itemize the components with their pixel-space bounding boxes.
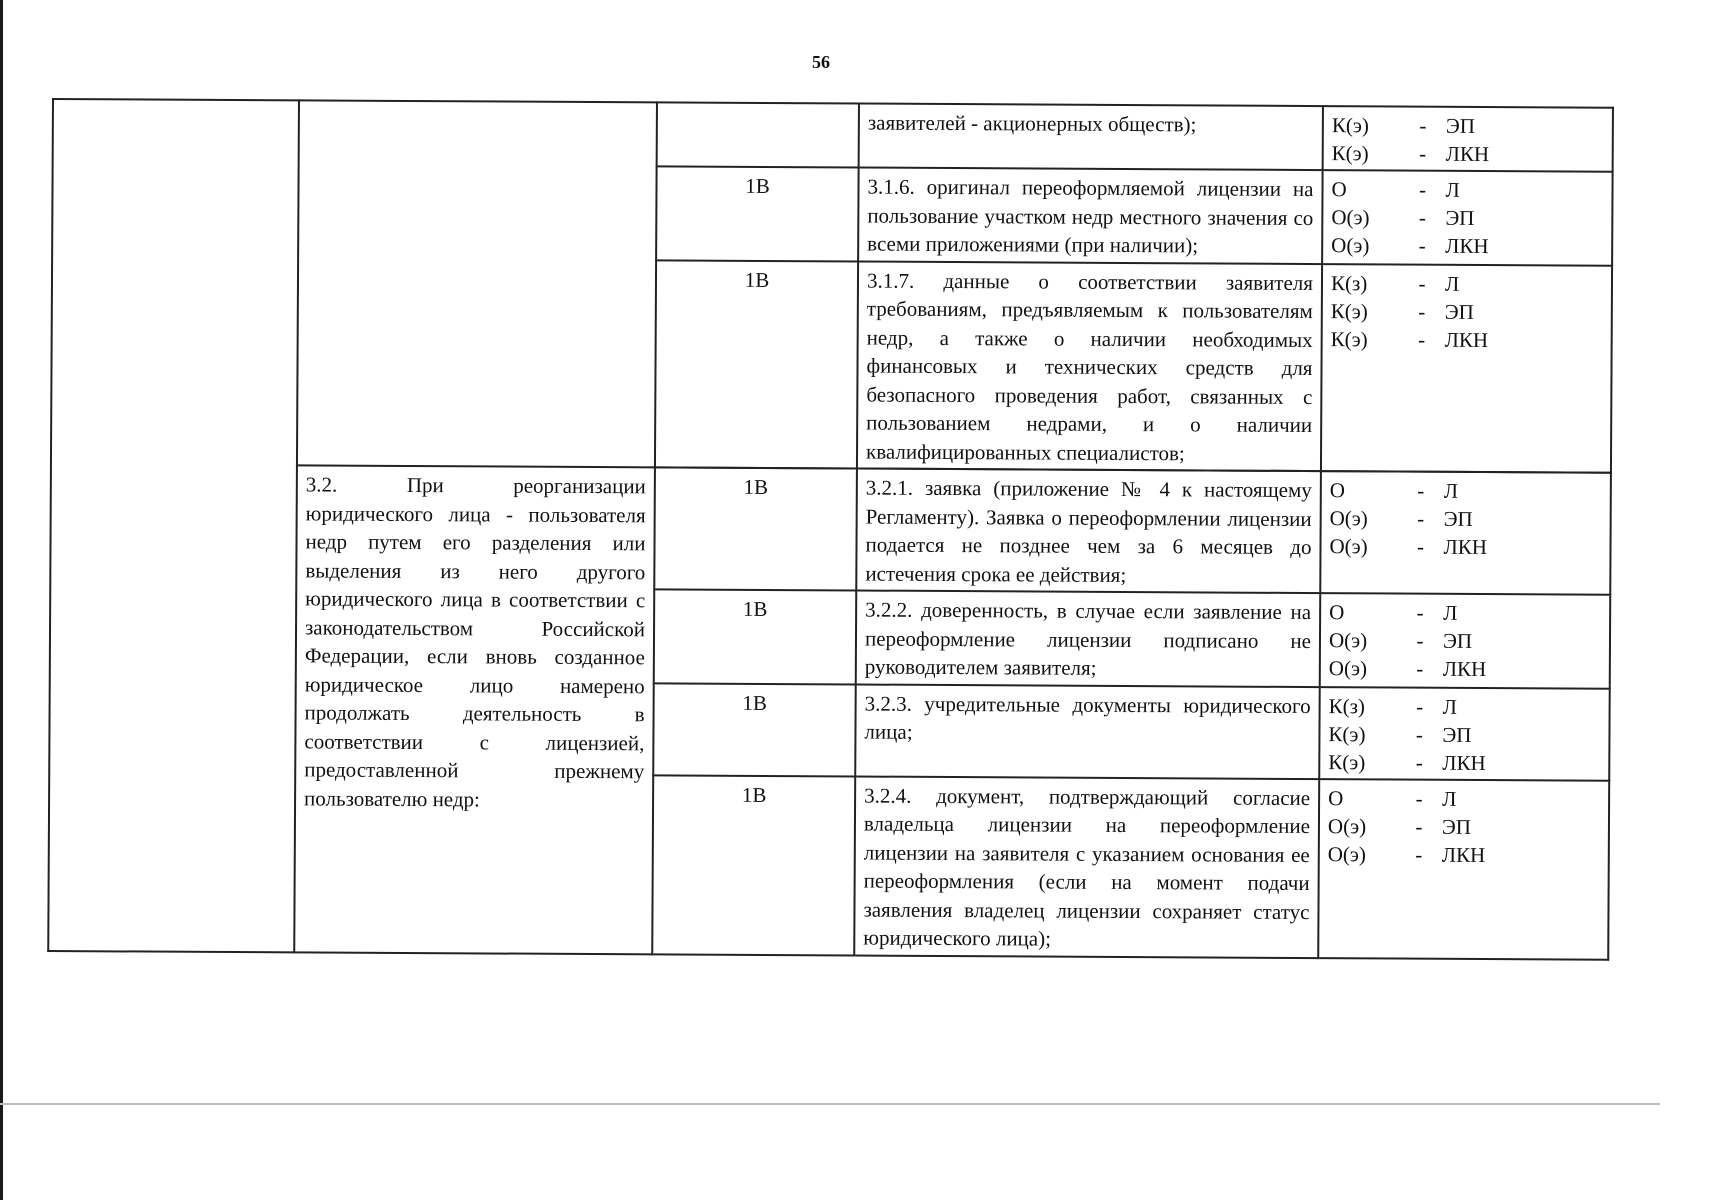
empty-section-cell	[297, 100, 657, 467]
form-code-line: О(э) - ЛКН	[1329, 534, 1488, 560]
form-code-line: О(э) - ЛКН	[1328, 656, 1487, 682]
form-code-line: К(э) - ЛКН	[1330, 326, 1489, 352]
document-description-cell	[856, 590, 1321, 686]
form-code-line: О - Л	[1331, 177, 1460, 202]
document-description: 3.2.2. доверенность, в случае если заявление на переоформление лицензии подписано не руководителем заявителя;	[864, 597, 1312, 680]
form-code-line: О - Л	[1329, 600, 1458, 625]
subcode-cell: 1В	[652, 775, 855, 955]
subcode-cell: 1В	[656, 166, 859, 261]
scan-edge	[0, 0, 3, 1200]
section-description-cell	[294, 465, 655, 953]
table-row	[53, 99, 1613, 172]
empty-subcode-cell	[657, 102, 859, 167]
document-description: 3.1.6. оригинал переоформляемой лицензии на пользование участком недр местного значения со всеми приложениями (при наличии);	[867, 174, 1314, 258]
form-code-line: О - Л	[1328, 785, 1457, 811]
form-code-line: О(э) - ЭП	[1327, 813, 1472, 839]
form-code-line: К(з) - Л	[1330, 270, 1460, 296]
document-description-cell	[859, 104, 1323, 171]
empty-column-cell	[48, 99, 299, 952]
document-description-cell	[857, 261, 1322, 471]
subcode-cell: 1В	[653, 683, 856, 776]
form-code-line: О(э) - ЛКН	[1327, 841, 1486, 867]
document-table	[47, 98, 1614, 960]
form-code-line: О(э) - ЛКН	[1331, 233, 1489, 259]
document-description-cell	[858, 168, 1323, 264]
form-codes-cell	[1320, 471, 1611, 595]
form-codes-cell	[1322, 170, 1613, 265]
document-description-cell	[856, 469, 1321, 594]
form-code-line: О(э) - ЭП	[1328, 628, 1473, 653]
form-codes-cell	[1321, 264, 1612, 473]
form-code-line: К(э) - ЛКН	[1328, 749, 1486, 775]
document-description-cell	[854, 776, 1319, 958]
form-codes-cell	[1323, 106, 1613, 172]
subcode-cell: 1В	[655, 260, 858, 469]
form-code-line: О(э) - ЭП	[1331, 205, 1475, 230]
document-table-wrapper	[47, 98, 1612, 960]
form-codes-cell	[1320, 593, 1611, 688]
section-description: 3.2. При реорганизации юридического лица - пользователя недр путем его разделения или выделения из него другого юридического лица в соответствии с законодательством Российской Федерации, если вновь созданное юридическое лицо намерено продолжать деятельность в соответствии с лицензией, предоставленной прежнему пользователю недр:	[304, 472, 646, 811]
document-description: 3.1.7. данные о соответствии заявителя требованиям, предъявляемым к пользователям недр, а также о наличии необходимых финансовых и технических средств для безопасного проведения работ, связанных с пользованием недрами, и о наличии квалифицированных специалистов;	[865, 268, 1314, 465]
subcode-cell: 1В	[654, 467, 857, 590]
form-code-line: К(э) - ЭП	[1328, 721, 1472, 747]
form-code-line: К(э) - ЭП	[1331, 113, 1475, 138]
form-codes-cell	[1319, 687, 1610, 781]
document-description: 3.2.3. учредительные документы юридического лица;	[864, 691, 1311, 744]
document-description: 3.2.4. документ, подтверждающий согласие владельца лицензии на переоформление лицензии на заявителя с указанием основания ее переоформления (если на момент подачи заявления владелец лицензии сохраняет статус юридического лица);	[863, 783, 1311, 951]
form-code-line: К(э) - ЛКН	[1331, 141, 1490, 167]
form-code-line: О(э) - ЭП	[1329, 506, 1473, 531]
document-description: 3.2.1. заявка (приложение № 4 к настоящему Регламенту). Заявка о переоформлении лицензии подается не позднее чем за 6 месяцев до истечения срока ее действия;	[865, 475, 1312, 587]
subcode-cell: 1В	[654, 589, 857, 684]
form-code-line: О - Л	[1329, 478, 1459, 503]
page-bottom-rule	[0, 1103, 1660, 1105]
document-description: заявителей - акционерных обществ);	[867, 110, 1197, 137]
document-description-cell	[855, 684, 1320, 779]
form-code-line: К(э) - ЭП	[1330, 298, 1474, 324]
form-code-line: К(з) - Л	[1328, 693, 1457, 719]
page-number: 56	[812, 52, 830, 72]
form-codes-cell	[1318, 779, 1609, 960]
